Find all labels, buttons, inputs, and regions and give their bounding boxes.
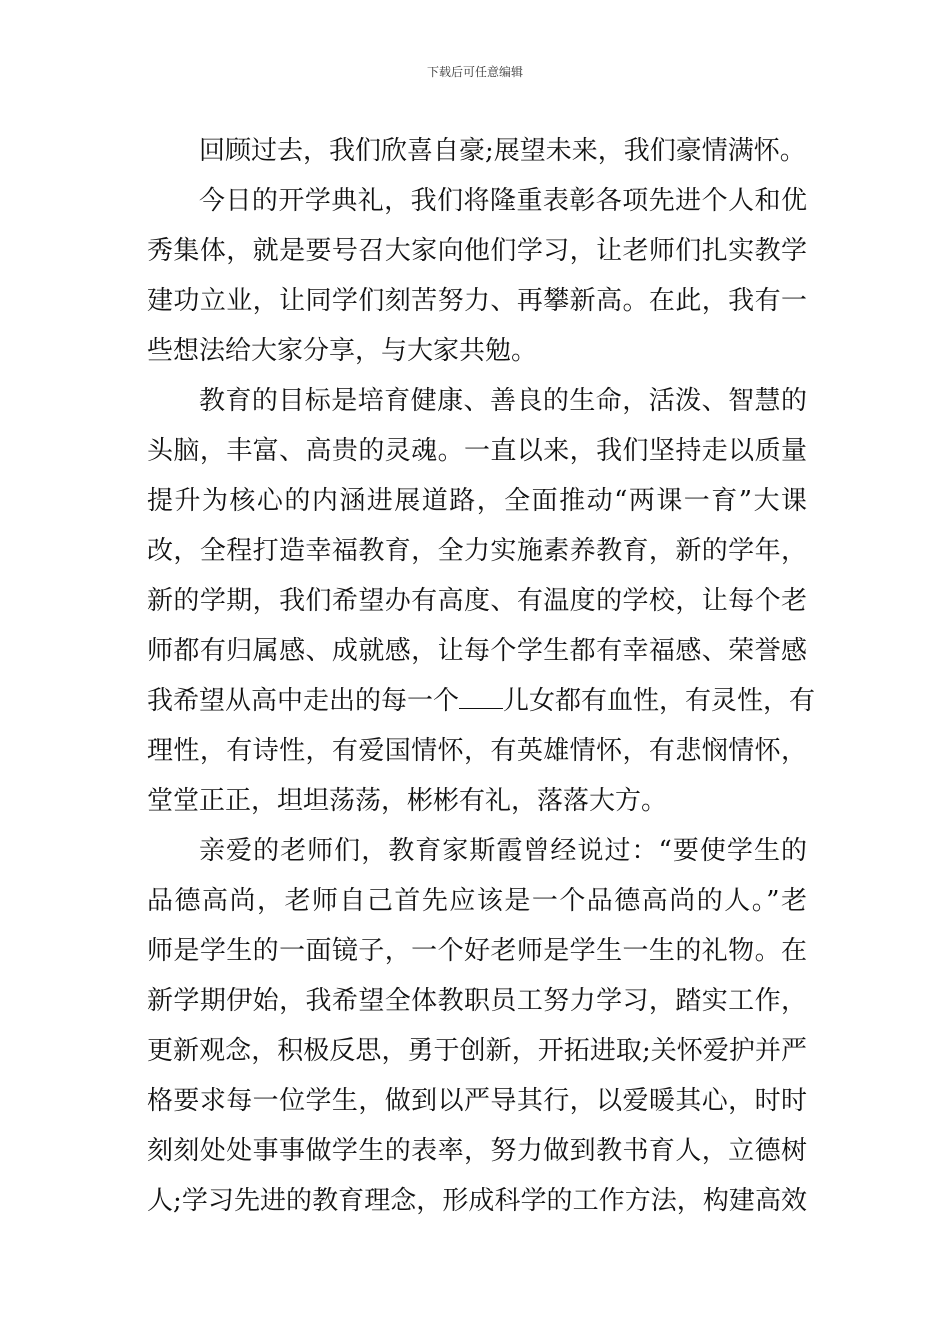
paragraph-teachers (147, 826, 807, 1226)
text-after-blank: 儿女都有血性，有灵性，有 (503, 686, 816, 716)
paragraph-ceremony (147, 176, 807, 376)
text-line: 更新观念，积极反思，勇于创新，开拓进取;关怀爱护并严 (147, 1036, 807, 1066)
text-line: 秀集体，就是要号召大家向他们学习，让老师们扎实教学 (147, 236, 807, 266)
text-line: 些想法给大家分享，与大家共勉。 (147, 336, 538, 366)
text-line: 理性，有诗性，有爱国情怀，有英雄情怀，有悲悯情怀， (147, 736, 807, 766)
text-line: 品德高尚，老师自己首先应该是一个品德高尚的人。”老 (147, 886, 807, 916)
text-line: 新学期伊始，我希望全体教职员工努力学习，踏实工作， (147, 986, 807, 1016)
fill-in-blank (459, 684, 503, 709)
paragraph-reflection (147, 126, 807, 176)
text-line: 新的学期，我们希望办有高度、有温度的学校，让每个老 (147, 586, 807, 616)
text-line: 堂堂正正，坦坦荡荡，彬彬有礼，落落大方。 (147, 786, 668, 816)
paragraph-education-goal (147, 376, 816, 826)
text-before-blank: 我希望从高中走出的每一个 (147, 686, 460, 716)
text-line: 教育的目标是培育健康、善良的生命，活泼、智慧的 (199, 386, 807, 416)
page-header-note: 下载后可任意编辑 (426, 65, 523, 79)
text-line-with-blank (147, 676, 816, 726)
text-line: 人;学习先进的教育理念，形成科学的工作方法，构建高效 (147, 1186, 807, 1216)
text-line: 提升为核心的内涵进展道路，全面推动“两课一育”大课 (147, 486, 807, 516)
text-line: 今日的开学典礼，我们将隆重表彰各项先进个人和优 (199, 186, 807, 216)
text-line: 建功立业，让同学们刻苦努力、再攀新高。在此，我有一 (147, 286, 807, 316)
document-body (147, 126, 816, 1226)
text-line: 刻刻处处事事做学生的表率，努力做到教书育人，立德树 (147, 1136, 807, 1166)
text-line: 格要求每一位学生，做到以严导其行，以爱暖其心，时时 (147, 1086, 807, 1116)
text-line: 头脑，丰富、高贵的灵魂。一直以来，我们坚持走以质量 (147, 436, 807, 466)
text-line: 回顾过去，我们欣喜自豪;展望未来，我们豪情满怀。 (199, 136, 806, 166)
text-line: 师都有归属感、成就感，让每个学生都有幸福感、荣誉感 (147, 636, 807, 666)
text-line: 师是学生的一面镜子，一个好老师是学生一生的礼物。在 (147, 936, 807, 966)
text-line: 亲爱的老师们，教育家斯霞曾经说过：“要使学生的 (199, 836, 807, 866)
text-line: 改，全程打造幸福教育，全力实施素养教育，新的学年， (147, 536, 807, 566)
